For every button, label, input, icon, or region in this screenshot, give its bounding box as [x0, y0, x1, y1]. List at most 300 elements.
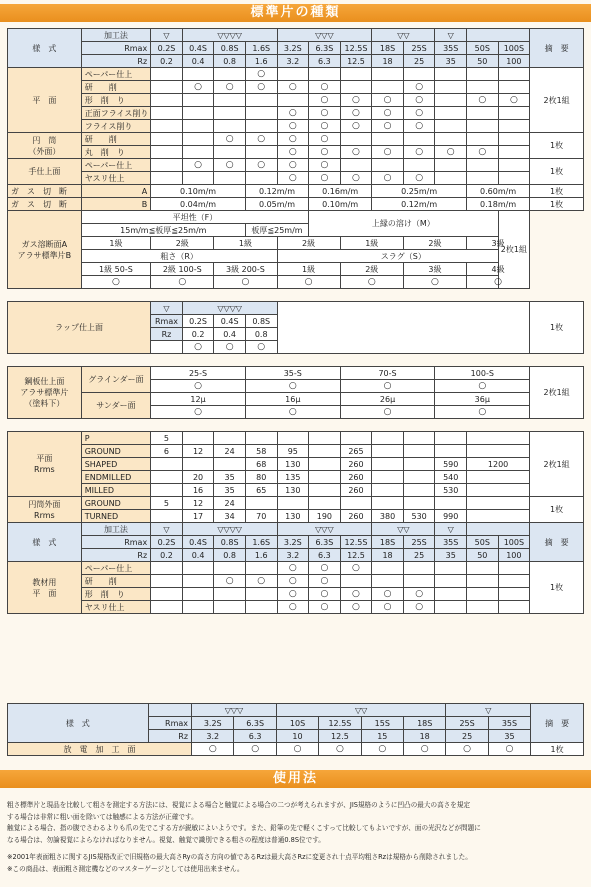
rough-grade: 2級 [340, 263, 403, 276]
mark-cell [498, 601, 530, 614]
rz-value: 18 [372, 55, 404, 68]
rz-value: 3.2 [192, 730, 234, 743]
rms-value [435, 445, 467, 458]
rmax-value: 25S [446, 717, 488, 730]
table-row [8, 172, 584, 185]
mark-cell [372, 94, 404, 107]
rmax-value: 12.5S [340, 536, 372, 549]
mark-cell [277, 120, 309, 133]
mark-cell [340, 575, 372, 588]
mark-cell [403, 81, 435, 94]
mark-cell [182, 159, 214, 172]
table-row [8, 159, 584, 172]
table-row [8, 523, 584, 536]
gas-value: 0.10m/m [309, 198, 372, 211]
style-header: 様 式 [8, 29, 82, 68]
mark-circle [352, 563, 360, 572]
rmax-label: Rmax [81, 42, 150, 55]
mark-circle [289, 173, 297, 182]
rmax-value: 18S [372, 536, 404, 549]
rms-value: 20 [182, 471, 214, 484]
rmax-value: 0.8S [214, 536, 246, 549]
mark-circle [415, 95, 423, 104]
rmax-value: 10S [276, 717, 318, 730]
gasref-note: 2枚1組 [498, 211, 530, 289]
mark-cell [403, 159, 435, 172]
mark-cell [245, 146, 277, 159]
mark-cell [498, 159, 530, 172]
lap-note: 1枚 [530, 302, 584, 354]
rz-value: 0.4 [182, 549, 214, 562]
rms-value: 260 [340, 484, 372, 497]
rms-value [151, 510, 183, 523]
finish-symbol: ▽▽▽▽ [182, 302, 277, 315]
mark-circle [257, 134, 265, 143]
thickness-range: 15m/m≦板厚≦25m/m [81, 224, 245, 237]
mark-cell [467, 562, 499, 575]
table-row [8, 185, 584, 198]
mark-circle [194, 381, 202, 390]
mark-cell [214, 94, 246, 107]
grade-label: 2級 [403, 237, 466, 250]
mark-circle [289, 589, 297, 598]
rmax-label: Rmax [81, 536, 150, 549]
rough-grade: 4級 [467, 263, 530, 276]
rms-value: 35 [214, 471, 246, 484]
mark-cell [192, 743, 234, 756]
gas-value: 0.12m/m [245, 185, 308, 198]
rms-value [309, 497, 341, 510]
mark-circle [506, 744, 514, 753]
rms-value [214, 458, 246, 471]
mark-circle [257, 576, 265, 585]
rms-value: 540 [435, 471, 467, 484]
mark-circle [494, 277, 502, 286]
mark-cell [245, 380, 340, 393]
mark-cell [245, 172, 277, 185]
mark-cell [151, 276, 214, 289]
rms-value: 12 [182, 445, 214, 458]
table-row [8, 419, 584, 432]
mark-circle [352, 121, 360, 130]
finish-symbol [467, 523, 530, 536]
mark-cell [182, 601, 214, 614]
finish-symbol: ▽▽▽▽ [182, 29, 277, 42]
table-row [8, 588, 584, 601]
steel-grade: 25-S [151, 367, 246, 380]
mark-cell [277, 575, 309, 588]
rmax-value: 6.3S [309, 536, 341, 549]
mark-cell [214, 68, 246, 81]
gas-value: 0.10m/m [151, 185, 246, 198]
teach-style-label: 教材用 平 面 [8, 562, 82, 614]
table-row [8, 367, 584, 380]
thickness-limit: 板厚≦25m/m [245, 224, 308, 237]
mark-cell [309, 81, 341, 94]
edm-note: 1枚 [531, 743, 584, 756]
mark-circle [384, 381, 392, 390]
slag-label: スラグ（S） [277, 250, 530, 263]
roughness-label: 粗さ（R） [81, 250, 277, 263]
mark-cell [435, 120, 467, 133]
mark-circle [320, 95, 328, 104]
mark-circle [226, 160, 234, 169]
mark-circle [226, 82, 234, 91]
rz-value: 6.3 [234, 730, 276, 743]
mark-cell [372, 562, 404, 575]
rms-value: 34 [214, 510, 246, 523]
mark-circle [368, 277, 376, 286]
rms-value: 190 [309, 510, 341, 523]
mark-circle [289, 134, 297, 143]
mark-cell [403, 276, 466, 289]
gas1-note: 1枚 [530, 185, 584, 198]
rms-value: 68 [245, 458, 277, 471]
table-row [8, 458, 584, 471]
mark-cell [435, 94, 467, 107]
mark-cell [245, 107, 277, 120]
types-banner-title: 標準片の種類 [250, 5, 341, 20]
rz-value: 1.6 [245, 55, 277, 68]
rz-value: 12.5 [319, 730, 361, 743]
rmax-value: 100S [498, 536, 530, 549]
rms-value [403, 432, 435, 445]
mark-cell [372, 601, 404, 614]
mark-cell [403, 601, 435, 614]
mark-cell [309, 159, 341, 172]
mark-cell [435, 146, 467, 159]
rz-value: 100 [498, 549, 530, 562]
steel-method: グラインダー面 [81, 367, 150, 393]
method-header: 加工法 [81, 523, 150, 536]
rz-value: 15 [361, 730, 403, 743]
table-row [8, 562, 584, 575]
rms-value: 24 [214, 445, 246, 458]
rmax-label: Rmax [148, 717, 191, 730]
rz-label: Rz [148, 730, 191, 743]
mark-cell [319, 743, 361, 756]
cyl-style-label: 円 筒 （外面） [8, 133, 82, 159]
mark-circle [289, 82, 297, 91]
steel-grade: 35-S [245, 367, 340, 380]
mark-cell [340, 172, 372, 185]
finish-symbol: ▽ [151, 302, 183, 315]
mark-cell [372, 133, 404, 146]
blank [148, 704, 191, 717]
rms-value: 70 [245, 510, 277, 523]
table-row [8, 484, 584, 497]
mark-cell [214, 276, 277, 289]
mark-cell [245, 406, 340, 419]
mark-cell [467, 107, 499, 120]
rms-value [467, 497, 530, 510]
mark-circle [352, 589, 360, 598]
steel-method: サンダー面 [81, 393, 150, 419]
mark-cell [372, 172, 404, 185]
rmax-value: 0.4S [214, 315, 246, 328]
finish-symbol: ▽ [446, 704, 531, 717]
rz-value: 3.2 [277, 55, 309, 68]
mark-cell [214, 133, 246, 146]
mark-cell [214, 601, 246, 614]
mark-cell [340, 159, 372, 172]
sander-value: 26μ [340, 393, 435, 406]
grade-label: 2級 [151, 237, 214, 250]
mark-circle [320, 589, 328, 598]
rz-value: 6.3 [309, 549, 341, 562]
hand-method: ペーパー仕上 [81, 159, 150, 172]
mark-cell [435, 380, 530, 393]
mark-circle [289, 147, 297, 156]
rms-value: 135 [277, 471, 309, 484]
mark-circle [289, 576, 297, 585]
grade-label: 2級 [277, 237, 340, 250]
mark-circle [178, 277, 186, 286]
rmax-value: 1.6S [245, 42, 277, 55]
mark-circle [415, 589, 423, 598]
gas-value: 0.18m/m [467, 198, 530, 211]
rms-value: 260 [340, 471, 372, 484]
mark-circle [478, 381, 486, 390]
rms-value [340, 497, 372, 510]
gas2-grade: B [81, 198, 150, 211]
rmax-value: 3.2S [192, 717, 234, 730]
table-row [8, 68, 584, 81]
rms-value [309, 445, 341, 458]
mark-circle [320, 82, 328, 91]
mark-cell [277, 588, 309, 601]
mark-circle [320, 160, 328, 169]
mark-cell [151, 68, 183, 81]
table-row [8, 704, 584, 717]
edm-table [7, 703, 584, 756]
mark-circle [320, 134, 328, 143]
mark-circle [384, 589, 392, 598]
mark-cell [498, 81, 530, 94]
rz-value: 25 [403, 549, 435, 562]
mark-circle [352, 108, 360, 117]
rz-label: Rz [151, 328, 183, 341]
mark-cell [151, 159, 183, 172]
mark-cell [467, 575, 499, 588]
mark-cell [309, 562, 341, 575]
rmax-value: 3.2S [277, 42, 309, 55]
rmax-value: 1.6S [245, 536, 277, 549]
table-row [8, 536, 584, 549]
rms-value [403, 484, 435, 497]
mark-circle [384, 602, 392, 611]
mark-circle [226, 576, 234, 585]
rz-value: 50 [467, 549, 499, 562]
rms-value [403, 497, 435, 510]
rmax-value: 18S [404, 717, 446, 730]
mark-cell [277, 562, 309, 575]
rough-grade: 2級 100-S [151, 263, 214, 276]
mark-cell [277, 94, 309, 107]
melt-label: 上縁の溶け（M） [309, 211, 498, 237]
mark-cell [182, 107, 214, 120]
style-header: 様 式 [8, 523, 82, 562]
cyl-method: 研 削 [81, 133, 150, 146]
mark-cell [245, 68, 277, 81]
mark-cell [435, 68, 467, 81]
mark-cell [182, 562, 214, 575]
mark-cell [214, 120, 246, 133]
finish-symbol: ▽ [435, 523, 467, 536]
mark-cell [403, 146, 435, 159]
rmax-value: 50S [467, 42, 499, 55]
gas1-grade: A [81, 185, 150, 198]
rz-value: 35 [435, 549, 467, 562]
mark-cell [309, 146, 341, 159]
steel-grade: 100-S [435, 367, 530, 380]
rmax-value: 6.3S [234, 717, 276, 730]
mark-circle [415, 147, 423, 156]
mark-circle [421, 744, 429, 753]
edm-label: 放 電 加 工 面 [8, 743, 192, 756]
mark-cell [151, 81, 183, 94]
mark-cell [372, 81, 404, 94]
rms-value [372, 497, 404, 510]
mark-cell [214, 588, 246, 601]
rz-label: Rz [81, 549, 150, 562]
mark-cell [372, 107, 404, 120]
mark-cell [182, 120, 214, 133]
mark-circle [384, 407, 392, 416]
mark-cell [435, 588, 467, 601]
table-row [8, 354, 584, 367]
mark-cell [467, 133, 499, 146]
cylrms-label: 円筒外面 Rrms [8, 497, 82, 523]
mark-cell [182, 172, 214, 185]
spacer [8, 289, 584, 302]
rz-value: 0.2 [151, 55, 183, 68]
table-row [8, 29, 584, 42]
table-row [8, 107, 584, 120]
rz-value: 0.8 [214, 549, 246, 562]
mark-cell [435, 601, 467, 614]
mark-cell [404, 743, 446, 756]
mark-cell [151, 562, 183, 575]
rms-value [309, 432, 341, 445]
rmax-value: 0.8S [245, 315, 277, 328]
sander-value: 12μ [151, 393, 246, 406]
rmax-value: 6.3S [309, 42, 341, 55]
blank [151, 341, 183, 354]
rms-value [372, 445, 404, 458]
table-row [8, 55, 584, 68]
mark-circle [378, 744, 386, 753]
mark-cell [309, 94, 341, 107]
mark-cell [245, 341, 277, 354]
gas2-label: ガ ス 切 断 [8, 198, 82, 211]
mark-cell [277, 81, 309, 94]
mark-cell [340, 120, 372, 133]
mark-cell [435, 81, 467, 94]
rms-method: ENDMILLED [81, 471, 150, 484]
rz-value: 35 [488, 730, 530, 743]
rz-value: 0.2 [182, 328, 214, 341]
rms-value: 530 [403, 510, 435, 523]
types-banner [0, 4, 591, 22]
table-row [8, 146, 584, 159]
rz-value: 35 [435, 55, 467, 68]
mark-cell [372, 146, 404, 159]
mark-circle [384, 121, 392, 130]
table-row [8, 237, 584, 250]
rms-method: GROUND [81, 445, 150, 458]
note-header: 摘 要 [530, 523, 584, 562]
rms-value [340, 432, 372, 445]
mark-cell [276, 743, 318, 756]
table-row [8, 743, 584, 756]
mark-cell [467, 588, 499, 601]
sander-value: 16μ [245, 393, 340, 406]
rz-value: 1.6 [245, 549, 277, 562]
table-row [8, 94, 584, 107]
rms-value: 35 [214, 484, 246, 497]
mark-cell [277, 601, 309, 614]
mark-cell [403, 588, 435, 601]
mark-cell [245, 159, 277, 172]
mark-cell [403, 94, 435, 107]
edm-style-header: 様 式 [8, 704, 149, 743]
rz-value: 18 [404, 730, 446, 743]
mark-cell [151, 380, 246, 393]
usage-line: 粗さ標準片と現品を比較して粗さを測定する方法には、視覚による場合と触覚による場合の二つが考えられますが、JIS規格のように凹凸の最大の高さを規定 [7, 801, 471, 809]
rms-value [467, 484, 530, 497]
mark-cell [245, 120, 277, 133]
rz-value: 18 [372, 549, 404, 562]
mark-cell [467, 159, 499, 172]
rz-value: 50 [467, 55, 499, 68]
rms-value: 65 [245, 484, 277, 497]
mark-circle [194, 160, 202, 169]
mark-cell [245, 133, 277, 146]
mark-cell [340, 588, 372, 601]
rz-value: 12.5 [340, 55, 372, 68]
mark-cell [435, 107, 467, 120]
mark-cell [214, 172, 246, 185]
rmax-value: 0.4S [182, 42, 214, 55]
grade-label: 1級 [81, 237, 150, 250]
mark-circle [320, 576, 328, 585]
mark-cell [309, 172, 341, 185]
rms-value: 130 [277, 458, 309, 471]
mark-cell [435, 406, 530, 419]
flatness-label: 平坦性（F） [81, 211, 308, 224]
mark-cell [309, 575, 341, 588]
rmax-value: 12.5S [340, 42, 372, 55]
mark-cell [340, 133, 372, 146]
mark-cell [467, 276, 530, 289]
mark-cell [340, 276, 403, 289]
mark-cell [498, 133, 530, 146]
rz-value: 0.8 [245, 328, 277, 341]
finish-symbol: ▽▽▽ [277, 29, 372, 42]
rms-value [403, 471, 435, 484]
mark-circle [209, 744, 217, 753]
mark-cell [340, 601, 372, 614]
mark-cell [245, 575, 277, 588]
usage-section [7, 800, 584, 875]
rmax-value: 0.4S [182, 536, 214, 549]
usage-banner-title: 使用法 [272, 771, 318, 786]
mark-cell [245, 601, 277, 614]
mark-cell [403, 575, 435, 588]
mark-circle [415, 602, 423, 611]
mark-circle [320, 602, 328, 611]
